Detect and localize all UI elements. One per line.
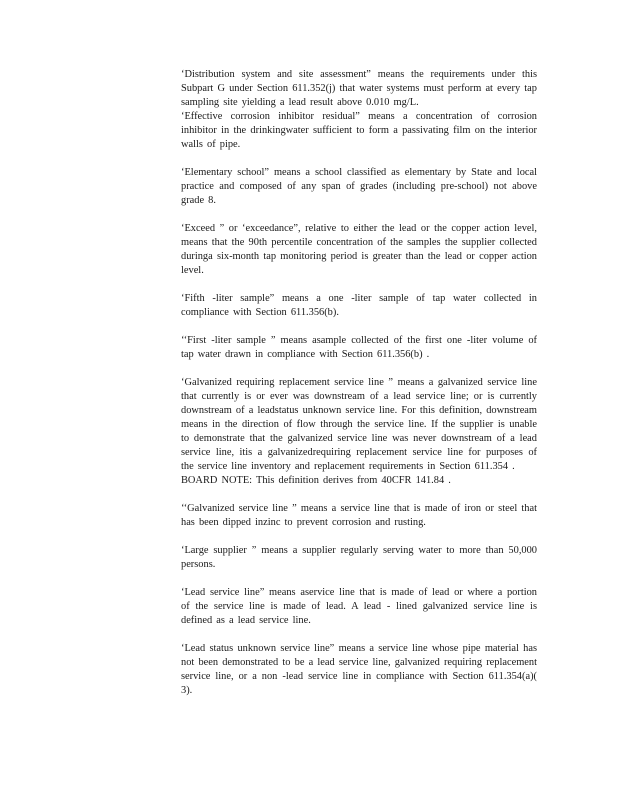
definition-elementary-school: ‘Elementary school” means a school classified as elementary by State and local practice and composed of any span of grades (including pre-school) not above grade 8. <box>181 167 537 206</box>
document-page <box>181 68 537 712</box>
definition-lead-service-line: ‘Lead service line” means aservice line that is made of lead or where a portion of the service line is made of lead. A lead - lined galvanized service line is defined as a lead service line. <box>181 587 537 626</box>
definition-first-liter-sample: ‘‘First -liter sample ” means asample collected of the first one -liter volume of tap water drawn in compliance with Section 611.356(b) . <box>181 335 537 360</box>
definition-galvanized-requiring-replacement: ‘Galvanized requiring replacement service line ” means a galvanized service line that currently is or ever was downstream of a lead service line; or is currently downstream of a leadstatus unknown service line. For this definition, downstream means in the direction of flow through the service line. If the supplier is unable to demonstrate that the galvanized service line was never downstream of a lead service line, itis a galvanizedrequiring replacement service line for purposes of the service line inventory and replacement requirements in Section 611.354 . <box>181 377 537 472</box>
definition-exceed: ‘Exceed ” or ‘exceedance”, relative to either the lead or the copper action level, means that the 90th percentile concentration of the samples the supplier collected duringa six-month tap monitoring period is greater than the lead or copper action level. <box>181 223 537 276</box>
definition-effective-corrosion-inhibitor-residual: ‘Effective corrosion inhibitor residual” means a concentration of corrosion inhibitor in the drinkingwater sufficient to form a passivating film on the interior walls of pipe. <box>181 111 537 150</box>
definition-large-supplier: ‘Large supplier ” means a supplier regularly serving water to more than 50,000 persons. <box>181 545 537 570</box>
board-note: BOARD NOTE: This definition derives from 40CFR 141.84 . <box>181 475 451 486</box>
definition-galvanized-service-line: ‘‘Galvanized service line ” means a service line that is made of iron or steel that has been dipped inzinc to prevent corrosion and rusting. <box>181 503 537 528</box>
definition-distribution-system-assessment: ‘Distribution system and site assessment” means the requirements under this Subpart G under Section 611.352(j) that water systems must perform at every tap sampling site yielding a lead result above 0.010 mg/L. <box>181 69 537 108</box>
definition-lead-status-unknown: ‘Lead status unknown service line” means a service line whose pipe material has not been demonstrated to be a lead service line, galvanized requiring replacement service line, or a non -lead service line in compliance with Section 611.354(a)( 3). <box>181 643 537 696</box>
definition-fifth-liter-sample: ‘Fifth -liter sample” means a one -liter sample of tap water collected in compliance with Section 611.356(b). <box>181 293 537 318</box>
